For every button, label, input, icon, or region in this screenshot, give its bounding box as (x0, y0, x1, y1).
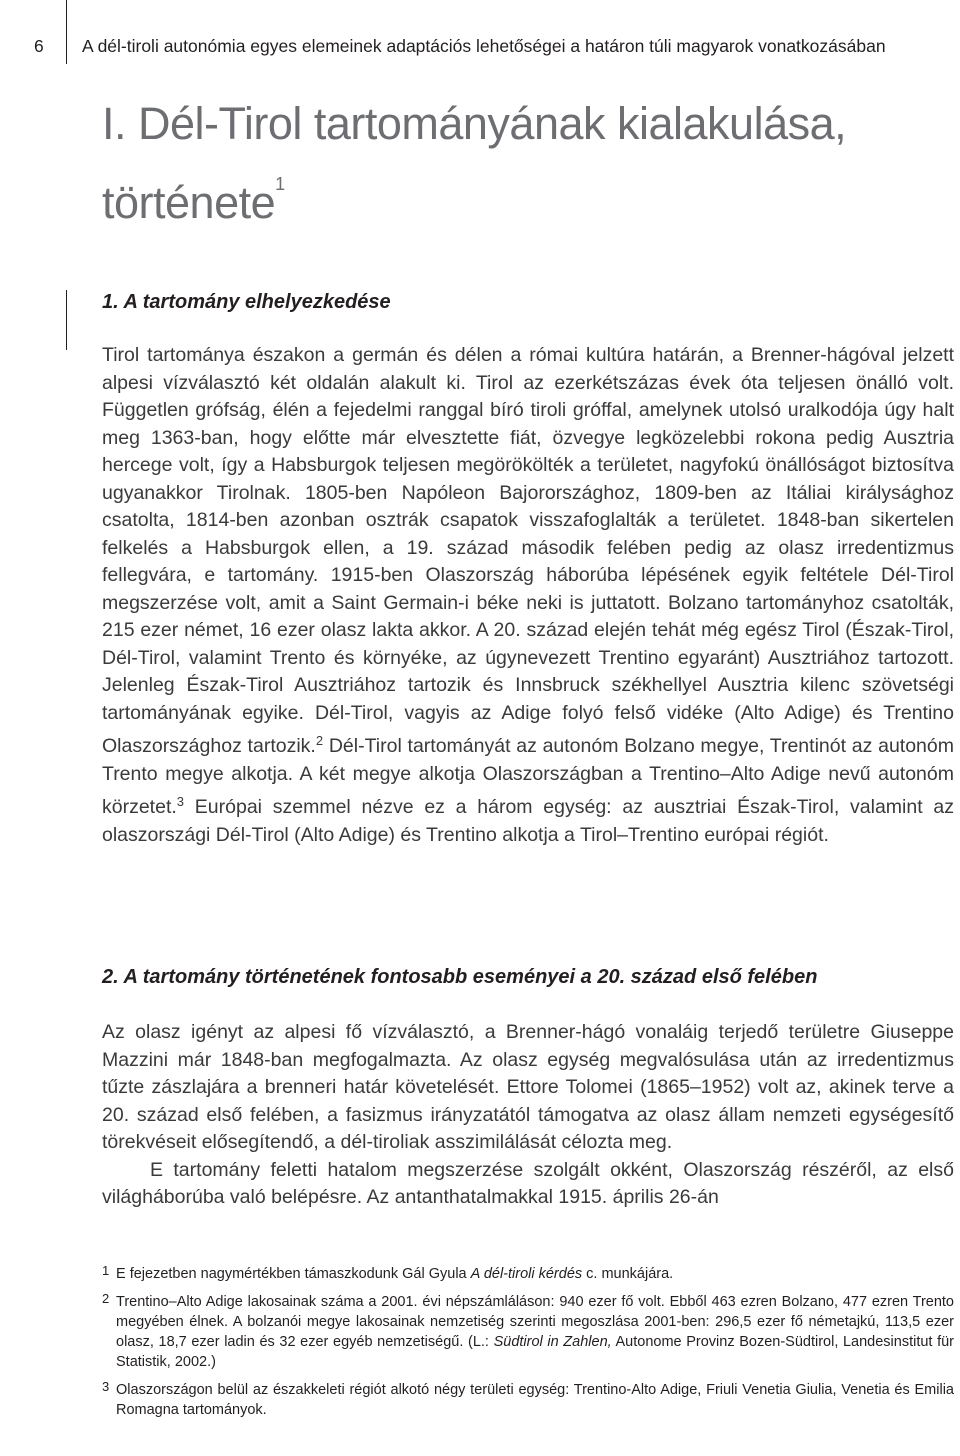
chapter-title-text: I. Dél-Tirol tartományának kialakulása, története (102, 98, 847, 228)
footnote-ref-2[interactable]: 2 (315, 733, 324, 748)
section-rule (66, 290, 67, 350)
footnote-italic: A dél-tiroli kérdés (470, 1266, 583, 1282)
paragraph: E tartomány feletti hatalom megszerzése szolgált okként, Olaszország részéről, az első világháborúba való belépésre. Az antanthatalmakkal 1915. április 26-án (102, 1158, 954, 1208)
chapter-title (102, 94, 922, 233)
section-heading-1: 1. A tartomány elhelyezkedése (102, 291, 391, 313)
running-head-title: A dél-tiroli autonómia egyes elemeinek adaptációs lehetőségei a határon túli magyarok vonatkozásában (82, 36, 886, 56)
footnote-italic: Südtirol in Zahlen, (493, 1334, 612, 1350)
paragraph: Az olasz igényt az alpesi fő vízválasztó, a Brenner-hágó vonaláig terjedő területre Giuseppe Mazzini már 1848-ban megfogalmazta. Az olasz egység megvalósulása után az irredentizmus tűzte zászlajára a brenneri határ követelését. Ettore Tolomei (1865–1952) volt az, akinek terve a 20. század első felében, a fasizmus irányzatától támogatva az olasz állam nemzeti egységesítő törekvéseit elősegítendő, a dél-tiroliak asszimilálását célozta meg. (102, 1021, 954, 1153)
footnote-1 (102, 1264, 954, 1284)
footnote-number: 3 (102, 1379, 110, 1394)
section-1-body (102, 342, 954, 849)
footnote-text: Trentino–Alto Adige lakosainak száma a 2001. évi népszámláláson: 940 ezer fő volt. Ebből 463 ezren Bolzano, 477 ezren Trento megyében élnek. A bolzanói megye lakosainak nemzetiség szerinti megoszlása 2001-ben: 296,5 ezer fő németajkú, 113,5 ezer olasz, 18,7 ezer ladin és 32 ezer egyéb nemzetiségű. (L.: (116, 1294, 954, 1350)
chapter-footnote-ref[interactable]: 1 (275, 174, 285, 194)
page-number: 6 (34, 36, 44, 56)
paragraph (102, 342, 954, 849)
section-2-body (102, 1019, 954, 1212)
running-head (0, 36, 960, 58)
footnote-text: Olaszországon belül az északkeleti régiót alkotó négy területi egység: Trentino-Alto Adige, Friuli Venetia Giulia, Venetia és Emilia Romagna tartományok. (116, 1382, 954, 1418)
footnote-text: E fejezetben nagymértékben támaszkodunk Gál Gyula (116, 1266, 471, 1282)
paragraph-text-c: Európai szemmel nézve ez a három egység: az ausztriai Észak-Tirol, valamint az olaszországi Dél-Tirol (Alto Adige) és Trentino alkotja a Tirol–Trentino európai régiót. (102, 796, 954, 846)
section-heading-2: 2. A tartomány történetének fontosabb eseményei a 20. század első felében (102, 966, 818, 988)
paragraph-text-a: Tirol tartománya északon a germán és délen a római kultúra határán, a Brenner-hágóval jelzett alpesi vízválasztó két oldalán alakult ki. Tirol az ezerkétszázas évek óta teljesen önálló volt. Független grófság, élén a fejedelmi ranggal bíró tiroli gróffal, amelynek utolsó uralkodója úgy halt meg 1363-ban, hogy előtte már elvesztette fiát, özvegye legközelebbi rokona pedig Ausztria hercege volt, így a Habsburgok teljesen megörökölték a területet, nagyfokú önállóságot biztosítva ugyanakkor Tirolnak. 1805-ben Napóleon Bajorországhoz, 1809-ben az Itáliai királysághoz csatolta, 1814-ben azonban osztrák csapatok visszafoglalták a területet. 1848-ban sikertelen felkelés a Habsburgok ellen, a 19. század második felében pedig az olasz irredentizmus fellegvára, e tartomány. 1915-ben Olaszország háborúba lépésének egyik feltétele Dél-Tirol megszerzése volt, amit a Saint Germain-i béke neki is juttatott. Bolzano tartományhoz csatolták, 215 ezer német, 16 ezer olasz lakta akkor. A 20. század elején tehát még egész Tirol (Észak-Tirol, Dél-Tirol, valamint Trento és környéke, az úgynevezett Trentino egyaránt) Ausztriához tartozott. Jelenleg Észak-Tirol Ausztriához tartozik és Innsbruck székhellyel Ausztria kilenc szövetségi tartományának egyike. Dél-Tirol, vagyis az Adige folyó felső vidéke (Alto Adige) és Trentino Olaszországhoz tartozik. (102, 344, 954, 757)
paragraph-text-b: Dél-Tirol tartományát az autonóm Bolzano megye, Trentinót az autonóm Trento megye alkotja. A két megye alkotja Olaszországban a Trentino–Alto Adige nevű autonóm körzetet. (102, 735, 954, 818)
footnote-text: c. munkájára. (582, 1266, 674, 1282)
footnote-ref-3[interactable]: 3 (176, 794, 185, 809)
footnote-3 (102, 1380, 954, 1420)
footnote-number: 1 (102, 1263, 110, 1278)
footnote-text: Autonome Provinz Bozen-Südtirol, Landesinstitut für Statistik, 2002.) (116, 1334, 955, 1370)
footnote-number: 2 (102, 1291, 110, 1306)
footnotes (102, 1264, 954, 1428)
footnote-2 (102, 1292, 954, 1372)
